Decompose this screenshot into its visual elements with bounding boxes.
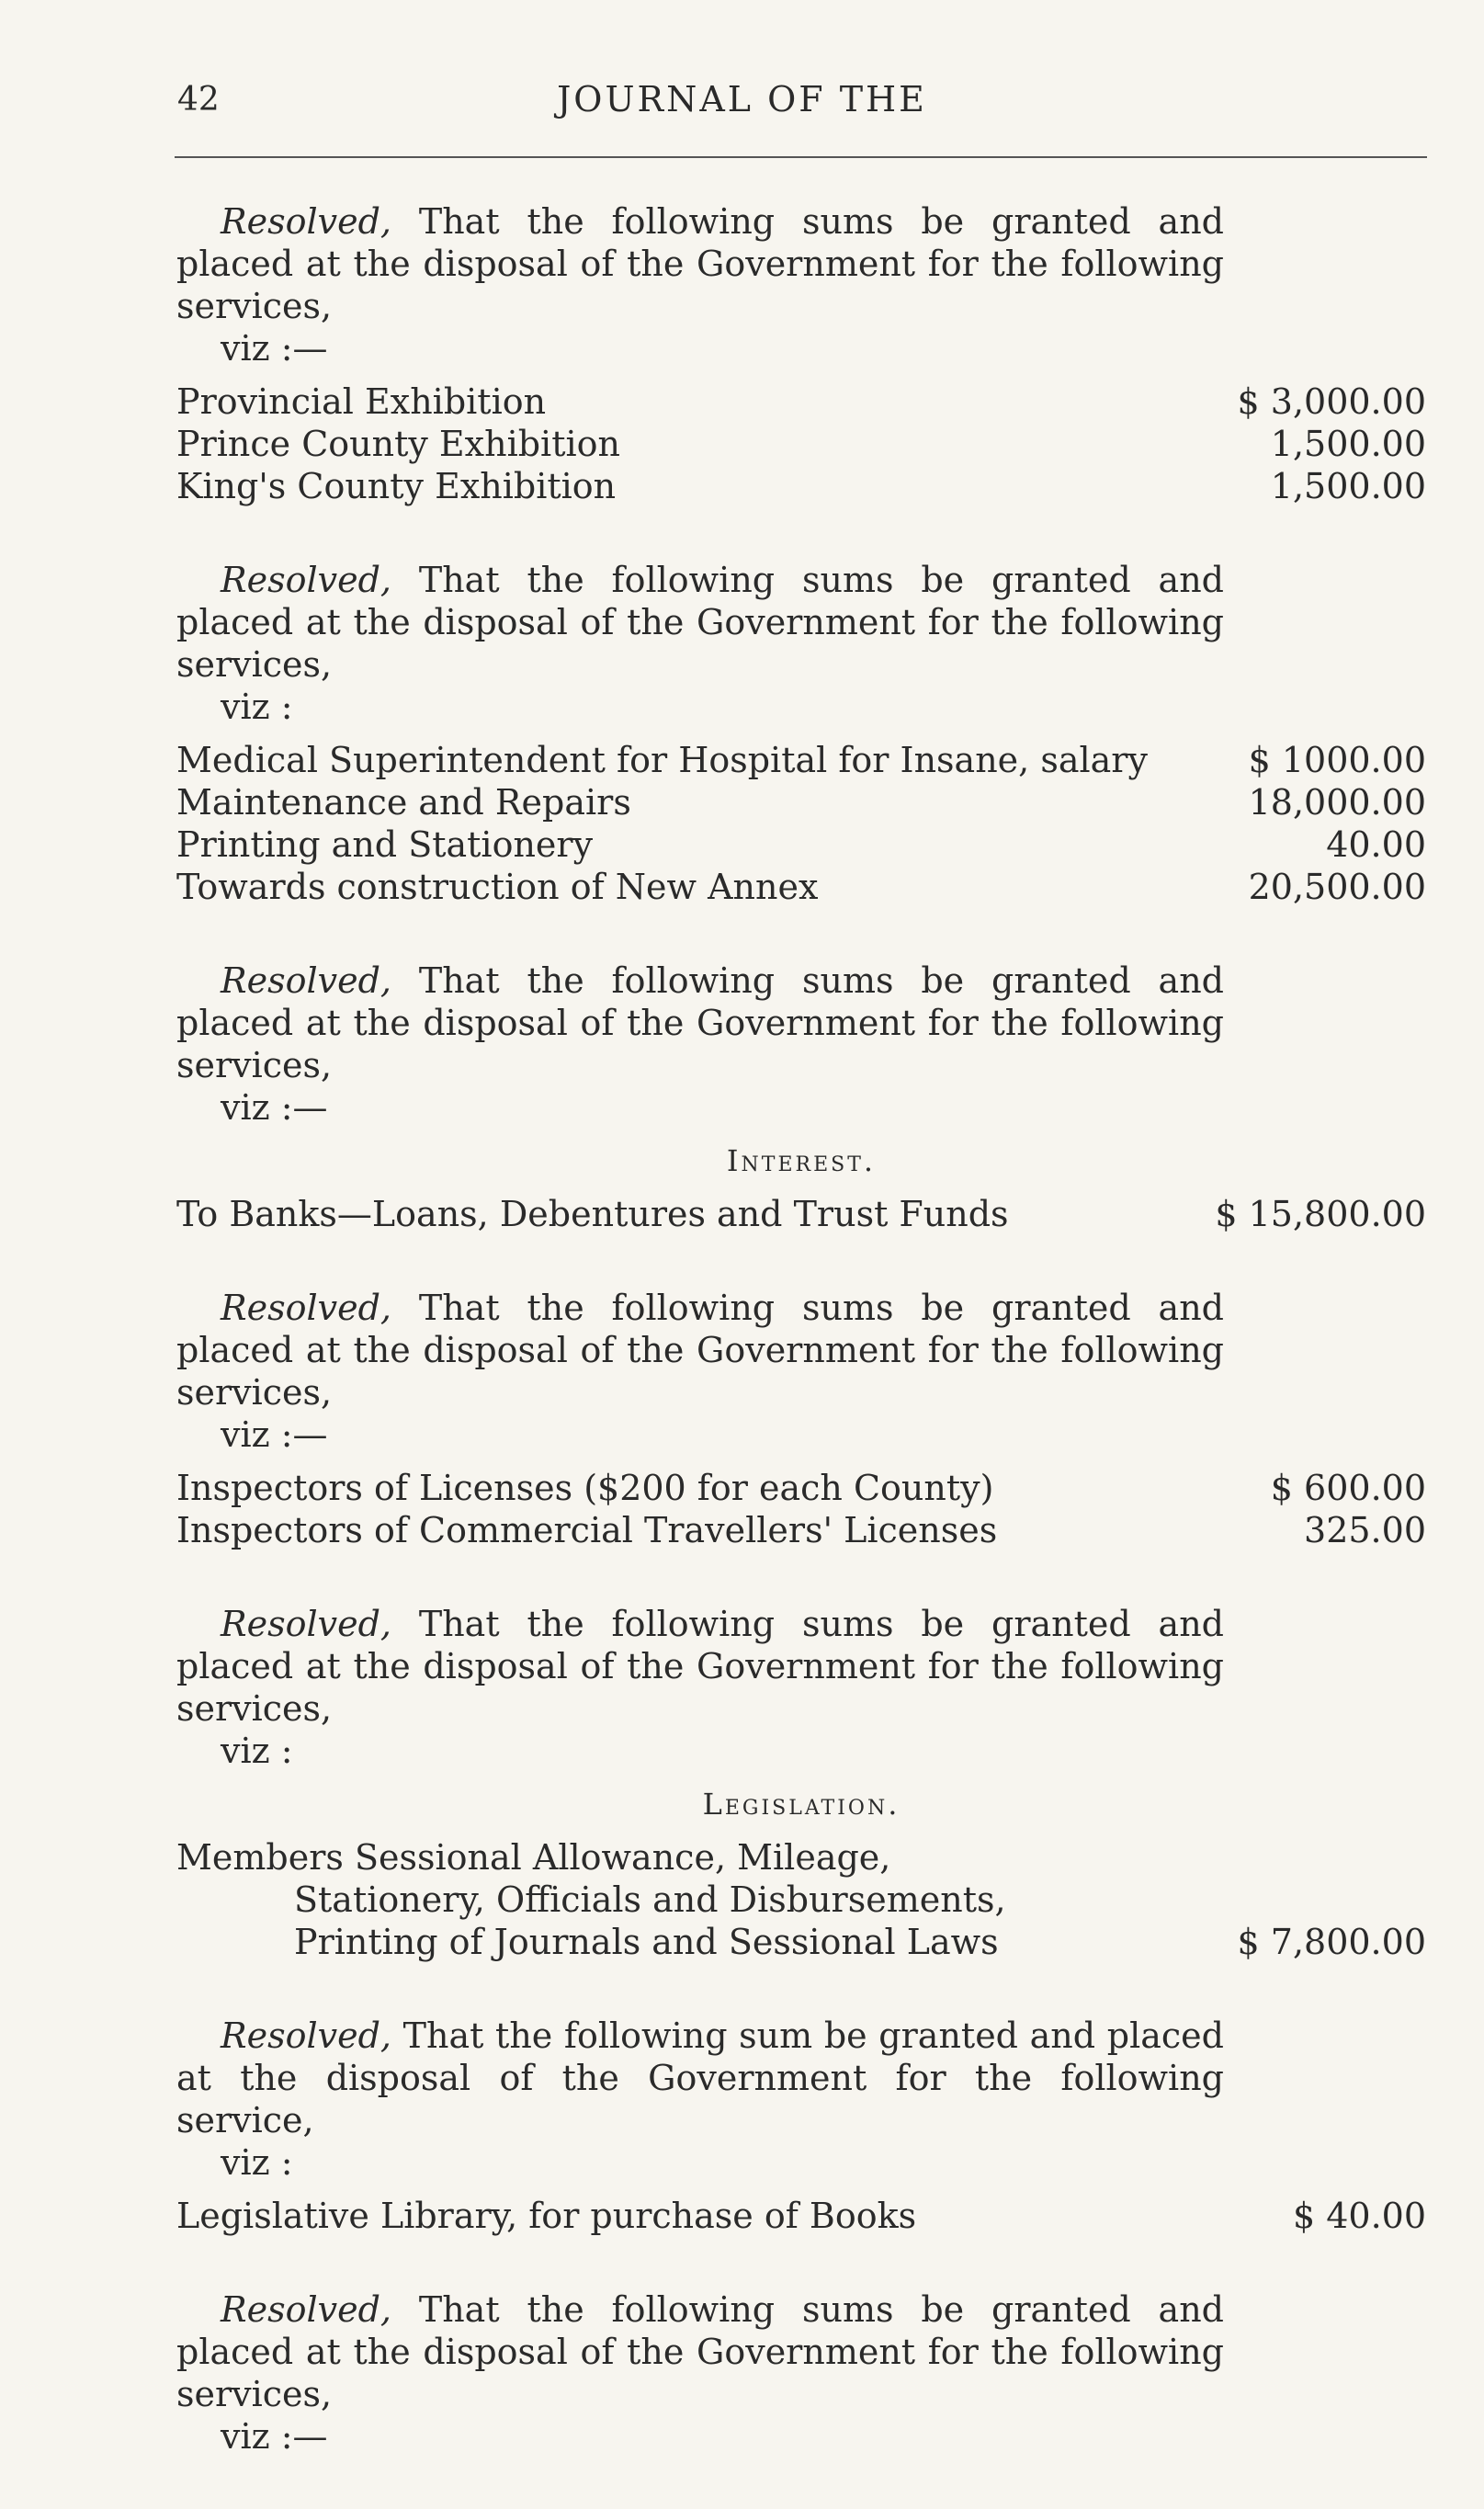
appropriation-row — [176, 1467, 1426, 1509]
appropriation-amount: 325.00 — [1304, 1510, 1426, 1550]
appropriation-item: Maintenance and Repairs — [176, 782, 631, 823]
viz-label: viz : — [221, 1731, 293, 1771]
resolution-block — [176, 1287, 1426, 1551]
appropriation-row — [176, 781, 1426, 823]
appropriation-item: Inspectors of Licenses ($200 for each County) — [176, 1468, 994, 1508]
appropriation-list — [176, 380, 1426, 507]
resolved-word: Resolved, — [221, 1288, 391, 1328]
appropriation-row — [176, 423, 1426, 465]
appropriation-row — [176, 823, 1426, 866]
viz-label: viz : — [221, 687, 293, 727]
resolved-word: Resolved, — [221, 2015, 391, 2056]
appropriation-amount: $ 40.00 — [1292, 2196, 1426, 2236]
running-head: JOURNAL OF THE — [557, 79, 927, 119]
appropriation-amount: $ 600.00 — [1270, 1468, 1426, 1508]
resolution-block — [176, 200, 1426, 507]
resolution-text: That the following sums be granted and placed at the disposal of the Government for the following services, — [176, 960, 1224, 1085]
appropriation-row — [176, 465, 1426, 507]
appropriation-item: Medical Superintendent for Hospital for Insane, salary — [176, 740, 1148, 780]
appropriation-item: Prince County Exhibition — [176, 424, 620, 464]
appropriation-item: Inspectors of Commercial Travellers' Licenses — [176, 1510, 998, 1550]
resolution-block — [176, 2288, 1426, 2458]
appropriation-row — [176, 866, 1426, 908]
viz-label: viz :— — [221, 1087, 328, 1128]
resolution-block — [176, 1603, 1426, 1963]
resolved-word: Resolved, — [221, 560, 391, 600]
resolution-text: That the following sums be granted and placed at the disposal of the Government for the following services, — [176, 560, 1224, 685]
appropriation-row — [176, 1836, 1426, 1963]
resolution-paragraph — [176, 2288, 1224, 2458]
resolution-paragraph — [176, 1287, 1224, 1456]
appropriation-list — [176, 2195, 1426, 2237]
appropriation-row — [176, 380, 1426, 423]
appropriation-amount: 40.00 — [1326, 824, 1426, 865]
appropriation-row — [176, 2195, 1426, 2237]
page-number: 42 — [177, 81, 220, 119]
appropriation-amount: 1,500.00 — [1270, 466, 1426, 506]
section-heading: Interest. — [726, 1143, 877, 1178]
resolution-block — [176, 559, 1426, 908]
appropriation-item: Printing and Stationery — [176, 824, 594, 865]
appropriation-row — [176, 739, 1426, 781]
header-rule — [175, 156, 1427, 158]
resolution-text: That the following sums be granted and placed at the disposal of the Government for the following services, — [176, 201, 1224, 326]
resolution-text: That the following sums be granted and placed at the disposal of the Government for the following services, — [176, 1288, 1224, 1413]
page-body — [176, 200, 1426, 2509]
appropriation-amount: 18,000.00 — [1248, 782, 1426, 823]
appropriation-row — [176, 1509, 1426, 1551]
viz-label: viz : — [221, 2142, 293, 2183]
viz-label: viz :— — [221, 2416, 328, 2457]
appropriation-item: Legislative Library, for purchase of Books — [176, 2196, 917, 2236]
resolution-paragraph — [176, 200, 1224, 369]
appropriation-item: Towards construction of New Annex — [176, 867, 819, 907]
appropriation-list — [176, 1836, 1426, 1963]
section-heading: Legislation. — [702, 1787, 901, 1822]
appropriation-amount: $ 15,800.00 — [1215, 1194, 1426, 1234]
appropriation-list — [176, 1193, 1426, 1235]
resolved-word: Resolved, — [221, 960, 391, 1001]
appropriation-list — [176, 1467, 1426, 1551]
resolution-block — [176, 2015, 1426, 2237]
appropriation-amount: $ 7,800.00 — [1237, 1922, 1426, 1962]
resolved-word: Resolved, — [221, 1604, 391, 1644]
resolution-text: That the following sums be granted and placed at the disposal of the Government for the following services, — [176, 2289, 1224, 2414]
resolution-text: That the following sum be granted and placed at the disposal of the Government for the following service, — [176, 2015, 1224, 2140]
appropriation-item: To Banks—Loans, Debentures and Trust Funds — [176, 1194, 1009, 1234]
appropriation-list — [176, 739, 1426, 908]
appropriation-amount: 20,500.00 — [1248, 867, 1426, 907]
appropriation-row — [176, 1193, 1426, 1235]
resolved-word: Resolved, — [221, 201, 391, 242]
appropriation-amount: $ 3,000.00 — [1237, 381, 1426, 422]
appropriation-item: Provincial Exhibition — [176, 381, 547, 422]
resolution-paragraph — [176, 2015, 1224, 2184]
resolution-block — [176, 959, 1426, 1235]
resolution-text: That the following sums be granted and placed at the disposal of the Government for the following services, — [176, 1604, 1224, 1729]
resolution-paragraph — [176, 959, 1224, 1129]
appropriation-item: Members Sessional Allowance, Mileage, Stationery, Officials and Disbursements, Printing of Journals and Sessional Laws — [176, 1837, 1006, 1962]
appropriation-item: King's County Exhibition — [176, 466, 617, 506]
viz-label: viz :— — [221, 328, 328, 369]
resolved-word: Resolved, — [221, 2289, 391, 2330]
appropriation-amount: $ 1000.00 — [1248, 740, 1426, 780]
appropriation-amount: 1,500.00 — [1270, 424, 1426, 464]
resolution-paragraph — [176, 1603, 1224, 1772]
viz-label: viz :— — [221, 1414, 328, 1455]
resolution-paragraph — [176, 559, 1224, 728]
